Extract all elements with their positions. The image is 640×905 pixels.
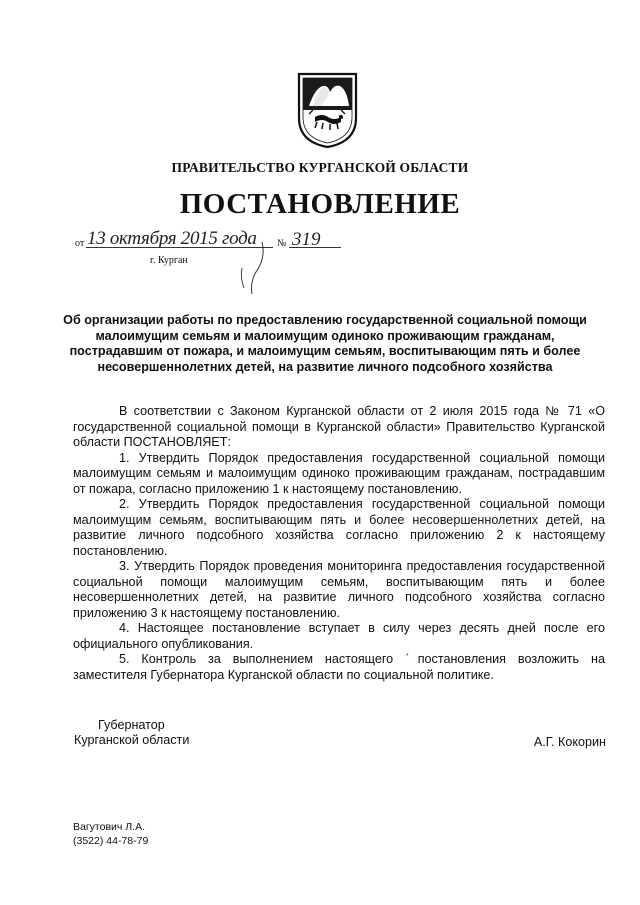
signatory-title-line1: Губернатор: [98, 718, 165, 732]
date-pen-stroke: [232, 238, 272, 298]
clause-1: 1. Утвердить Порядок предоставления государственной социальной помощи малоимущим семьям и малоимущим одиноко проживающим гражданам, пострадавшим от пожара, согласно приложению 1 к настоящему постановлению.: [73, 450, 605, 496]
handwritten-date: 13 октября 2015 года: [87, 228, 257, 249]
executor-phone: (3522) 44-78-79: [73, 834, 149, 847]
clause-5: 5. Контроль за выполнением настоящего ˊпостановления возложить на заместителя Губернатора Курганской области по социальной политике.: [73, 652, 605, 682]
executor-block: [73, 821, 148, 848]
executor-name: Вагутович Л.А.: [73, 821, 146, 833]
city-label: г. Курган: [150, 255, 188, 266]
number-label: №: [277, 238, 287, 249]
number-underline: [289, 247, 341, 248]
document-title: ПОСТАНОВЛЕНИЕ: [179, 188, 461, 220]
document-body: [73, 404, 605, 683]
document-subject: Об организации работы по предоставлению государственной социальной помощи малоимущим семьям и малоимущим одиноко проживающим гражданам, пострадавшим от пожара, и малоимущим семьям, воспитывающим пять и более несовершеннолетних детей, на развитие личного подсобного хозяйства: [63, 313, 587, 374]
clause-3: 3. Утвердить Порядок проведения мониторинга предоставления государственной социальной помощи малоимущим семьям, воспитывающим пять и более несовершеннолетних детей, на развитие личного подсобного хозяйства согласно приложению 3 к настоящему постановлению.: [73, 559, 605, 620]
handwritten-number: 319: [292, 229, 321, 250]
signatory-title-line2: Курганской области: [74, 733, 190, 747]
preamble-paragraph: В соответствии с Законом Курганской области от 2 июля 2015 года № 71 «О государственной социальной помощи в Курганской области» Правительство Курганской области ПОСТАНОВЛЯЕТ:: [73, 404, 605, 449]
government-name: ПРАВИТЕЛЬСТВО КУРГАНСКОЙ ОБЛАСТИ: [171, 160, 469, 175]
clause-4: 4. Настоящее постановление вступает в силу через десять дней после его официального опубликования.: [73, 621, 605, 651]
clause-2: 2. Утвердить Порядок предоставления государственной социальной помощи малоимущим семьям, воспитывающим пять и более несовершеннолетних детей, на развитие личного подсобного хозяйства согласно приложению 2 к настоящему постановлению.: [73, 497, 605, 558]
signatory-name: А.Г. Кокорин: [533, 735, 606, 749]
kurgan-coat-of-arms-icon: [297, 70, 358, 149]
date-from-label: от: [75, 238, 85, 249]
